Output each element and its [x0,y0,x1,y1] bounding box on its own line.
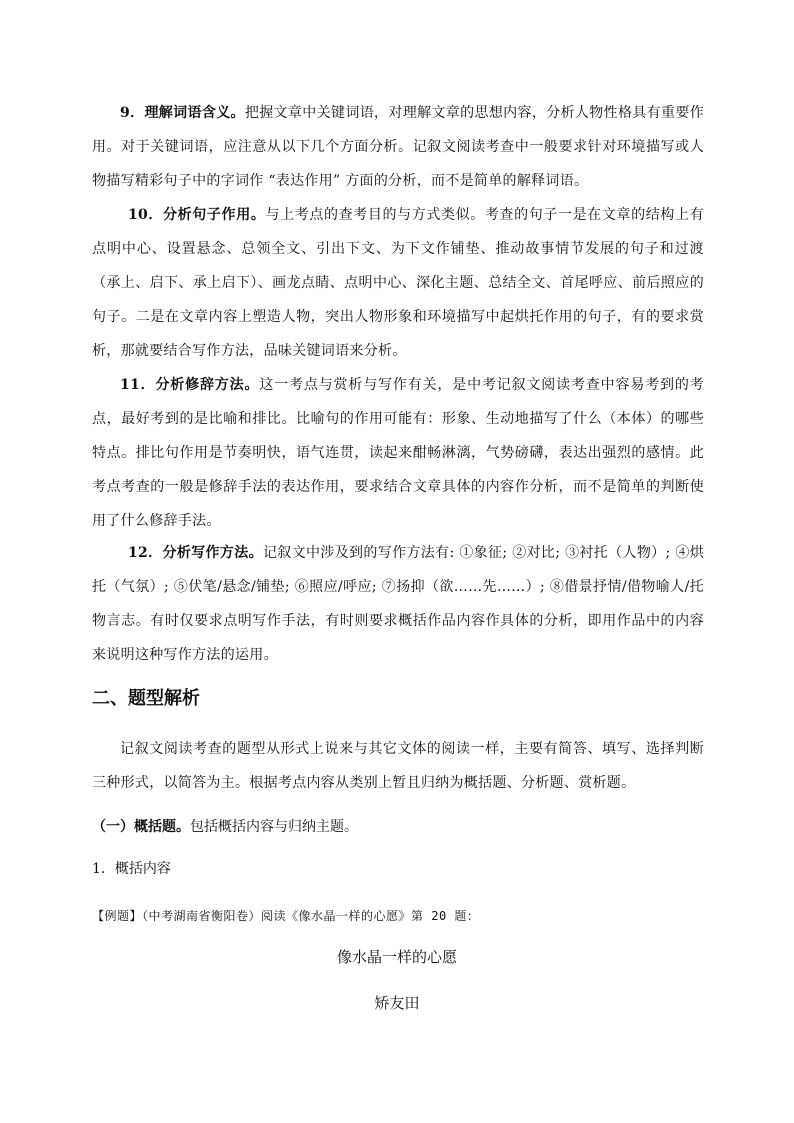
paragraph-12-number: 12． [128,545,163,561]
paragraph-11-title: 分析修辞方法。 [155,377,260,393]
subsection-summary-title: （一）概括题。 [92,819,190,835]
paragraph-9 [92,96,704,198]
subsection-summary [92,812,358,842]
article-title: 像水晶一样的心愿 [336,948,457,966]
paragraph-11-body: 这一考点与赏析与写作有关，是中考记叙文阅读考查中容易考到的考点，最好考到的是比喻和排比。比喻句的作用可能有：形象、生动地描写了什么（本体）的哪些特点。排比句作用是节奏明快，语气连贯，读起来酣畅淋漓，气势磅礴，表达出强烈的感情。此考点考查的一般是修辞手法的表达作用，要求结合文章具体的内容作分析，而不是简单的判断使用了什么修辞手法。 [92,377,705,529]
example-label: 【例题】（中考湖南省衡阳卷）阅读《像水晶一样的心愿》第 20 题： [92,909,480,923]
intro-paragraph: 记叙文阅读考查的题型从形式上说来与其它文体的阅读一样，主要有简答、填写、选择判断三种形式，以简答为主。根据考点内容从类别上暂且归纳为概括题、分析题、赏析题。 [92,741,704,791]
paragraph-10-body: 与上考点的查考目的与方式类似。考查的句子一是在文章的结构上有点明中心、设置悬念、总领全文、引出下文、为下文作铺垫、推动故事情节发展的句子和过渡（承上、启下、承上启下）、画龙点睛、点明中心、深化主题、总结全文、首尾呼应、前后照应的句子。二是在文章内容上塑造人物，突出人物形象和环境描写中起烘托作用的句子，有的要求赏析，那就要结合写作方法，品味关键词语来分析。 [92,207,704,359]
paragraph-12-title: 分析写作方法。 [162,545,263,561]
paragraph-10-title: 分析句子作用。 [163,207,266,223]
paragraph-10-number: 10． [128,207,164,223]
paragraph-12-body: 记叙文中涉及到的写作方法有: ①象征; ②对比; ③衬托（人物）; ④烘托（气氛）; ⑤伏笔/悬念/铺垫; ⑥照应/呼应; ⑦扬抑（欲……先……）; ⑧借景抒情/借物喻人/托物言志。有时仅要求点明写作手法，有时则要求概括作品内容作具体的分析，即用作品中的内容来说明这种写作方法的运用。 [92,545,704,663]
item-summarize-content: 1．概括内容 [92,861,171,877]
paragraph-9-number: 9． [120,105,145,121]
article-author: 矫友田 [374,994,420,1012]
section-heading: 二、题型解析 [92,688,200,709]
paragraph-9-body: 把握文章中关键词语，对理解文章的思想内容，分析人物性格具有重要作用。对于关键词语，应注意从以下几个方面分析。记叙文阅读考查中一般要求针对环境描写或人物描写精彩句子中的字词作 “表达作用” 方面的分析，而不是简单的解释词语。 [92,105,705,189]
paragraph-11-number: 11． [120,377,156,393]
paragraph-10 [92,198,704,368]
paragraph-9-title: 理解词语含义。 [144,105,245,121]
subsection-summary-body: 包括概括内容与归纳主题。 [190,819,358,835]
paragraph-12 [92,536,704,672]
paragraph-11 [92,368,704,538]
